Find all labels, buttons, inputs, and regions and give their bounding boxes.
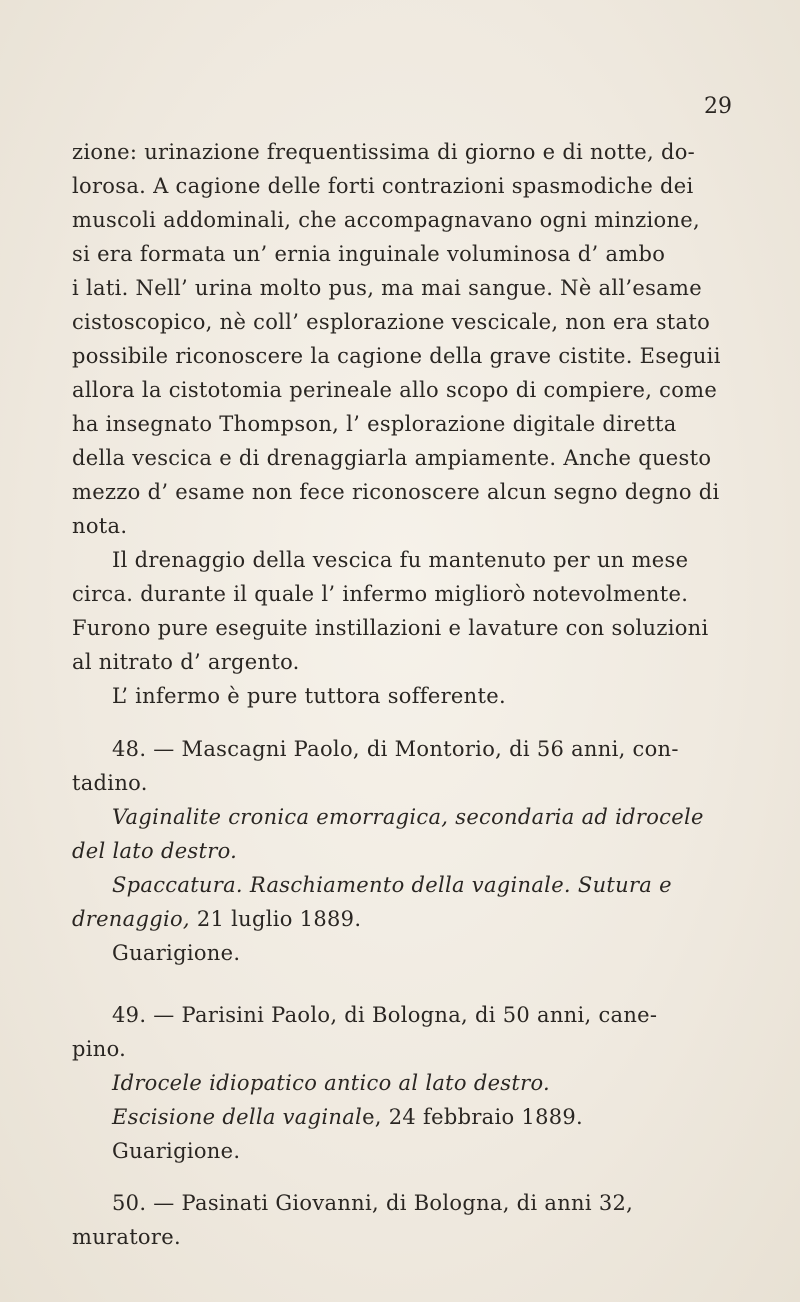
text-line: al nitrato d’ argento. xyxy=(72,650,300,674)
text-line: 49. — Parisini Paolo, di Bologna, di 50 anni, cane- xyxy=(112,1003,658,1027)
text-line: zione: urinazione frequentissima di giorno e di notte, do- xyxy=(72,140,696,164)
text-line: 48. — Mascagni Paolo, di Montorio, di 56 anni, con- xyxy=(112,737,679,761)
text-line: ha insegnato Thompson, l’ esplorazione digitale diretta xyxy=(72,412,677,436)
text-line: Spaccatura. Raschiamento della vaginale. Sutura e xyxy=(112,873,672,897)
text-line: 50. — Pasinati Giovanni, di Bologna, di anni 32, xyxy=(112,1191,634,1215)
text-line: tadino. xyxy=(72,771,148,795)
text-line: pino. xyxy=(72,1037,127,1061)
text-line: mezzo d’ esame non fece riconoscere alcun segno degno di xyxy=(72,480,720,504)
text-line: muratore. xyxy=(72,1225,181,1249)
text-line: si era formata un’ ernia inguinale voluminosa d’ ambo xyxy=(72,242,666,266)
text-line: cistoscopico, nè coll’ esplorazione vescicale, non era stato xyxy=(72,310,711,334)
text-line: Guarigione. xyxy=(112,1139,241,1163)
text-line: circa. durante il quale l’ infermo migliorò notevolmente. xyxy=(72,582,689,606)
page-number: 29 xyxy=(704,94,732,119)
text-line: nota. xyxy=(72,514,128,538)
text-line: muscoli addominali, che accompagnavano ogni minzione, xyxy=(72,208,701,232)
text-line: Il drenaggio della vescica fu mantenuto per un mese xyxy=(112,548,689,572)
text-line: Idrocele idiopatico antico al lato destro. xyxy=(112,1071,551,1095)
text-line: allora la cistotomia perineale allo scopo di compiere, come xyxy=(72,378,718,402)
text-line: i lati. Nell’ urina molto pus, ma mai sangue. Nè all’esame xyxy=(72,276,702,300)
text-line: lorosa. A cagione delle forti contrazioni spasmodiche dei xyxy=(72,174,694,198)
text-line: L’ infermo è pure tuttora sofferente. xyxy=(112,684,506,708)
text-line: della vescica e di drenaggiarla ampiamente. Anche questo xyxy=(72,446,712,470)
text-line: drenaggio, 21 luglio 1889. xyxy=(72,907,362,931)
text-line: Furono pure eseguite instillazioni e lavature con soluzioni xyxy=(72,616,709,640)
text-line: Guarigione. xyxy=(112,941,241,965)
text-line: del lato destro. xyxy=(72,839,238,863)
text-line: Vaginalite cronica emorragica, secondaria ad idrocele xyxy=(112,805,704,829)
text-line: possibile riconoscere la cagione della grave cistite. Eseguii xyxy=(72,344,721,368)
text-line: Escisione della vaginale, 24 febbraio 1889. xyxy=(112,1105,584,1129)
